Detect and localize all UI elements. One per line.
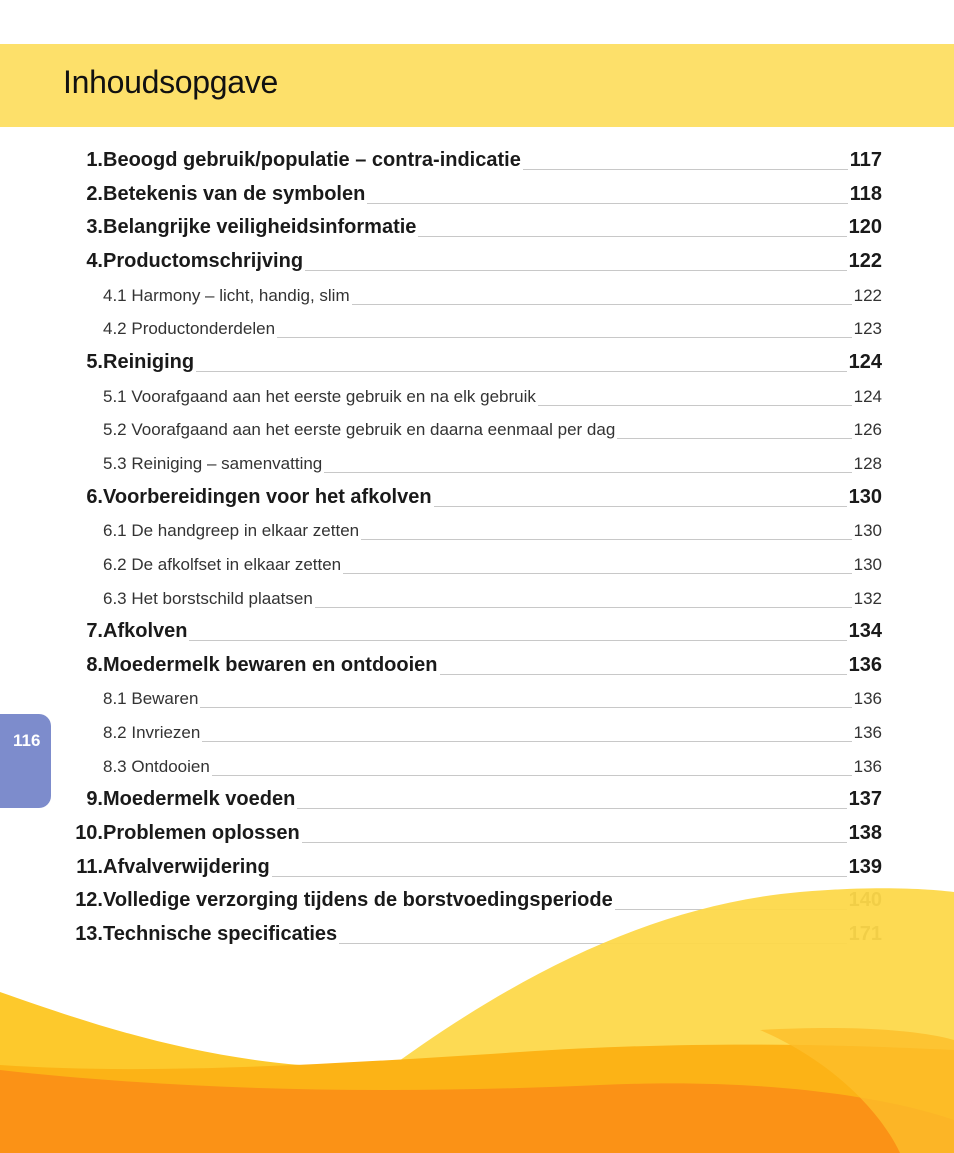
toc-entry-title: Afvalverwijdering <box>103 855 270 878</box>
toc-entry-page: 120 <box>848 216 882 239</box>
toc-entry-number: 13. <box>75 922 103 945</box>
toc-subentry[interactable] <box>0 317 954 343</box>
toc-entry-page: 124 <box>848 350 882 373</box>
toc-subentry[interactable] <box>0 452 954 478</box>
toc-entry[interactable] <box>0 250 954 276</box>
toc-entry-page: 138 <box>848 822 882 844</box>
toc-entry-page: 128 <box>853 453 882 473</box>
toc-entry-page: 136 <box>853 723 882 742</box>
toc-entry-page: 124 <box>853 386 882 406</box>
toc-leader-line <box>196 371 847 372</box>
toc-entry-page: 136 <box>848 653 882 676</box>
toc-subentry[interactable] <box>0 519 954 545</box>
toc-entry-title: 8.1 Bewaren <box>103 689 199 709</box>
toc-entry-number: 11. <box>76 855 103 878</box>
toc-leader-line <box>617 438 851 439</box>
toc-entry-number: 2. <box>86 182 103 205</box>
toc-leader-line <box>200 707 851 708</box>
page-number: 116 <box>13 731 41 750</box>
toc-entry-page: 122 <box>853 285 882 305</box>
toc-leader-line <box>324 472 851 473</box>
toc-subentry[interactable] <box>0 418 954 444</box>
toc-subentry[interactable] <box>0 284 954 310</box>
toc-entry[interactable] <box>0 620 954 646</box>
toc-entry-number: 8. <box>86 653 103 676</box>
toc-entry-page: 117 <box>849 149 882 171</box>
toc-subentry[interactable] <box>0 721 954 747</box>
toc-entry-title: 4.2 Productonderdelen <box>103 319 276 339</box>
toc-entry-title: Technische specificaties <box>103 922 338 945</box>
toc-entry[interactable] <box>0 788 954 814</box>
toc-entry-title: Productomschrijving <box>103 249 304 272</box>
toc-entry-title: 8.3 Ontdooien <box>103 756 210 776</box>
toc-entry-page: 134 <box>848 620 882 643</box>
toc-leader-line <box>418 236 846 237</box>
toc-leader-line <box>297 808 846 809</box>
toc-entry-title: 5.2 Voorafgaand aan het eerste gebruik en daarna eenmaal per dag <box>103 420 616 440</box>
toc-subentry[interactable] <box>0 587 954 613</box>
toc-entry[interactable] <box>0 822 954 848</box>
toc-subentry[interactable] <box>0 385 954 411</box>
toc-entry-number: 1. <box>86 149 103 171</box>
toc-leader-line <box>361 539 852 540</box>
toc-entry[interactable] <box>0 149 954 175</box>
toc-entry-number: 9. <box>86 788 103 811</box>
toc-entry-title: Betekenis van de symbolen <box>103 182 366 205</box>
toc-subentry[interactable] <box>0 553 954 579</box>
toc-entry[interactable] <box>0 654 954 680</box>
toc-entry-title: Reiniging <box>103 350 195 373</box>
toc-entry-title: Moedermelk voeden <box>103 788 296 811</box>
toc-entry-page: 130 <box>853 554 882 574</box>
toc-leader-line <box>202 741 851 742</box>
toc-leader-line <box>212 775 852 776</box>
toc-entry-title: 8.2 Invriezen <box>103 723 201 742</box>
toc-entry-title: Belangrijke veiligheidsinformatie <box>103 216 417 239</box>
toc-entry-title: 6.1 De handgreep in elkaar zetten <box>103 521 360 541</box>
toc-entry-title: Moedermelk bewaren en ontdooien <box>103 653 438 676</box>
toc-entry-page: 123 <box>853 319 882 339</box>
toc-entry-page: 118 <box>849 182 882 205</box>
toc-entry-title: 6.2 De afkolfset in elkaar zetten <box>103 554 342 574</box>
toc-leader-line <box>302 842 847 843</box>
toc-leader-line <box>523 169 848 170</box>
toc-entry-page: 130 <box>848 485 882 508</box>
toc-leader-line <box>352 304 852 305</box>
toc-leader-line <box>538 405 852 406</box>
toc-entry-title: Beoogd gebruik/populatie – contra-indicatie <box>103 149 521 171</box>
toc-entry-page: 136 <box>853 756 882 776</box>
toc-leader-line <box>367 203 847 204</box>
toc-subentry[interactable] <box>0 687 954 713</box>
toc-entry[interactable] <box>0 351 954 377</box>
toc-entry[interactable] <box>0 216 954 242</box>
page-title: Inhoudsopgave <box>63 64 278 100</box>
toc-entry-number: 7. <box>86 620 103 643</box>
toc-entry-page: 136 <box>853 689 882 709</box>
toc-entry-page: 139 <box>848 855 882 878</box>
toc-entry-page: 122 <box>848 249 882 272</box>
toc-entry-title: 5.3 Reiniging – samenvatting <box>103 453 323 473</box>
toc-leader-line <box>315 607 852 608</box>
toc-leader-line <box>343 573 851 574</box>
toc-entry-number: 4. <box>86 249 103 272</box>
toc-entry-title: 5.1 Voorafgaand aan het eerste gebruik en na elk gebruik <box>103 386 536 406</box>
toc-entry-number: 3. <box>86 216 103 239</box>
toc-entry-number: 6. <box>86 485 103 508</box>
toc-subentry[interactable] <box>0 755 954 781</box>
toc-entry-title: Problemen oplossen <box>103 822 300 844</box>
toc-entry-page: 137 <box>848 788 882 811</box>
toc-entry-title: Voorbereidingen voor het afkolven <box>103 485 432 508</box>
toc-leader-line <box>440 674 847 675</box>
toc-entry-title: Afkolven <box>103 620 188 643</box>
toc-entry-page: 130 <box>853 521 882 541</box>
toc-entry-number: 5. <box>86 350 103 373</box>
toc-leader-line <box>305 270 847 271</box>
toc-entry-number: 12. <box>75 889 103 912</box>
toc-entry[interactable] <box>0 183 954 209</box>
toc-entry-page: 132 <box>853 588 882 608</box>
toc-entry-title: Volledige verzorging tijdens de borstvoedingsperiode <box>103 889 613 912</box>
toc-leader-line <box>277 337 852 338</box>
toc-leader-line <box>272 876 847 877</box>
toc-entry[interactable] <box>0 856 954 882</box>
decorative-waves <box>0 880 954 1153</box>
toc-entry[interactable] <box>0 486 954 512</box>
toc-entry-number: 10. <box>75 822 103 844</box>
toc-leader-line <box>434 506 847 507</box>
toc-entry-title: 4.1 Harmony – licht, handig, slim <box>103 285 350 305</box>
toc-leader-line <box>189 640 846 641</box>
toc-entry-title: 6.3 Het borstschild plaatsen <box>103 588 313 608</box>
toc-entry-page: 126 <box>853 420 882 440</box>
